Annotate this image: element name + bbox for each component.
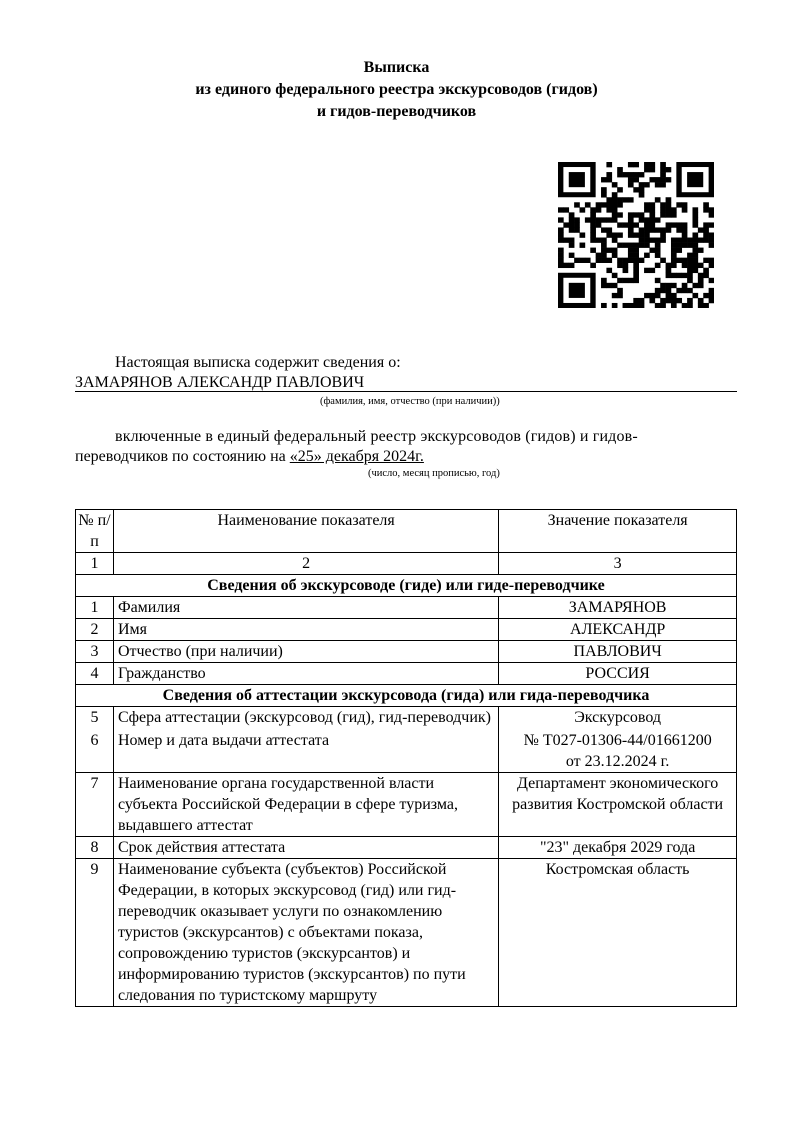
row-name: Фамилия: [113, 597, 498, 619]
header-value: Значение показателя: [499, 510, 737, 553]
row-value: Департамент экономического развития Костромской области: [499, 773, 737, 837]
row-value: ЗАМАРЯНОВ: [499, 597, 737, 619]
report-date: «25» декабря 2024г.: [289, 448, 424, 465]
row-num: 4: [76, 663, 114, 685]
table-header-row: [76, 510, 737, 553]
section-attestation-info: Сведения об аттестации экскурсовода (гида) или гида-переводчика: [76, 685, 737, 707]
header-name: Наименование показателя: [113, 510, 498, 553]
row-name: Имя: [113, 619, 498, 641]
section-header-row: [76, 685, 737, 707]
section-header-row: [76, 575, 737, 597]
row-value: ПАВЛОВИЧ: [499, 641, 737, 663]
table-row: [76, 663, 737, 685]
header-num: № п/п: [76, 510, 114, 553]
table-row: [76, 859, 737, 1007]
date-caption: (число, месяц прописью, год): [368, 468, 500, 479]
certificate-number: № Т027-01306-44/01661200: [523, 732, 712, 749]
row-name: Срок действия аттестата: [113, 837, 498, 859]
row-value: АЛЕКСАНДР: [499, 619, 737, 641]
certificate-date: от 23.12.2024 г.: [565, 753, 670, 770]
person-underline: [75, 391, 737, 392]
row-name: Наименование органа государственной власти субъекта Российской Федерации в сфере туризма, выдавшего аттестат: [113, 773, 498, 837]
row-value: Костромская область: [499, 859, 737, 1007]
table-row: [76, 728, 737, 773]
included-text-line1: включенные в единый федеральный реестр экскурсоводов (гидов) и гидов-: [115, 428, 638, 445]
col-number-2: 2: [113, 553, 498, 575]
row-num: 5: [76, 707, 114, 729]
table-row: [76, 837, 737, 859]
included-prefix: переводчиков по состоянию на: [75, 448, 286, 465]
row-num: 6: [76, 728, 114, 773]
row-num: 7: [76, 773, 114, 837]
row-name: Сфера аттестации (экскурсовод (гид), гид-переводчик): [113, 707, 498, 729]
row-num: 1: [76, 597, 114, 619]
table-row: [76, 597, 737, 619]
row-value: Экскурсовод: [499, 707, 737, 729]
row-name: Отчество (при наличии): [113, 641, 498, 663]
row-value: [499, 728, 737, 773]
document-subtitle: из единого федерального реестра экскурсоводов (гидов): [195, 81, 598, 98]
row-num: 3: [76, 641, 114, 663]
row-value: "23" декабря 2029 года: [499, 837, 737, 859]
row-num: 2: [76, 619, 114, 641]
col-number-3: 3: [499, 553, 737, 575]
row-name: Номер и дата выдачи аттестата: [113, 728, 498, 773]
intro-lead: Настоящая выписка содержит сведения о:: [115, 354, 401, 371]
table-row: [76, 641, 737, 663]
row-name: Гражданство: [113, 663, 498, 685]
row-num: 8: [76, 837, 114, 859]
row-name: Наименование субъекта (субъектов) Российской Федерации, в которых экскурсовод (гид) или гид-переводчик оказывает услуги по ознакомлению туристов (экскурсантов) с объектами показа, сопровождению туристов (экскурсантов) и информированию туристов (экскурсантов) по пути следования по туристскому маршруту: [113, 859, 498, 1007]
col-number-1: 1: [76, 553, 114, 575]
table-row: [76, 773, 737, 837]
person-name: ЗАМАРЯНОВ АЛЕКСАНДР ПАВЛОВИЧ: [75, 374, 365, 391]
section-guide-info: Сведения об экскурсоводе (гиде) или гиде-переводчике: [76, 575, 737, 597]
row-num: 9: [76, 859, 114, 1007]
table-row: [76, 619, 737, 641]
document-title: Выписка: [363, 59, 430, 76]
row-value: РОССИЯ: [499, 663, 737, 685]
qr-code: [558, 162, 714, 308]
document-subtitle-2: и гидов-переводчиков: [316, 103, 477, 120]
register-table: [75, 509, 737, 1007]
table-row: [76, 707, 737, 729]
included-text-line2: [75, 447, 424, 467]
column-number-row: [76, 553, 737, 575]
person-caption: (фамилия, имя, отчество (при наличии)): [320, 396, 500, 407]
